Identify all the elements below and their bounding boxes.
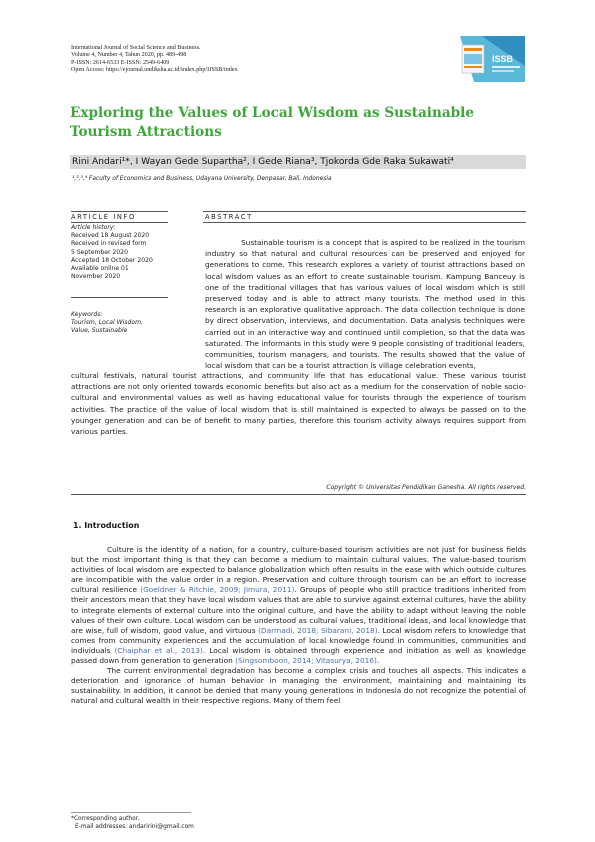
intro-text: . Local wisdom is obtained through experience and initiation as well as knowledge passed down from generation to generation <box>71 645 526 666</box>
article-history <box>71 224 153 281</box>
intro-text: . Local wisdom refers to knowledge that comes from community experiences and the accumulation of local knowledge found in communities, communities and individuals <box>71 625 526 655</box>
history-label: Article history: <box>71 224 116 231</box>
history-line: Available online 01 <box>71 265 129 273</box>
footnote-rule <box>71 812 191 813</box>
journal-issn: P-ISSN: 2614-6533 E-ISSN: 2549-6409 <box>71 59 170 66</box>
keywords <box>71 311 143 336</box>
journal-name: International Journal of Social Science and Business. <box>71 45 201 51</box>
abstract-heading: ABSTRACT <box>205 213 253 221</box>
affiliation: ¹,²,³,⁴ Faculty of Economics and Business, Udayana University, Denpasar, Bali, Indonesia <box>72 176 332 182</box>
abstract-rule-bottom <box>71 494 526 495</box>
journal-header <box>71 45 238 75</box>
intro-paragraph: The current environmental degradation has become a complex crisis and touches all aspects. This indicates a deterioration and ignorance of human behavior in managing the environment, maintaining and maintaining its sustainability. In addition, it cannot be denied that many young generations in Indonesia do not recognize the potential of natural and cultural wealth in their respective regions. Many of them feel <box>71 666 526 706</box>
history-line: November 2020 <box>71 273 121 281</box>
article-info-heading: ARTICLE INFO <box>71 213 136 221</box>
citation-link[interactable]: (Chaiphar et al., 2013) <box>114 645 203 655</box>
abstract-rule-top <box>203 211 526 212</box>
copyright-notice: Copyright © Universitas Pendidikan Ganesha. All rights reserved. <box>326 484 526 491</box>
keywords-line: Tourism, Local Wisdom, <box>71 319 143 327</box>
logo-text: ISSB <box>492 54 514 64</box>
history-line: Received in revised form <box>71 240 147 248</box>
journal-volume: Volume 4, Number 4, Tahun 2020, pp. 489-498 <box>71 52 187 59</box>
article-info-rule-top <box>71 211 168 212</box>
journal-access-link[interactable]: Open Access: https://ejournal.undiksha.ac.id/index.php/IJSSB/index <box>71 67 238 74</box>
intro-text: Culture is the identity of a nation, for a country, culture-based tourism activities are not just for business fields but the most important thing is that they can become a medium to maintain cultural values. The value-based tourism activities of local wisdom are expected to balance globalization which often results in the ease with which outside cultures are incompatible with the value order in a region. Preservation and culture through tourism can be an effort to increase cultural resilience <box>71 545 526 595</box>
history-line: 5 September 2020 <box>71 248 128 256</box>
keywords-rule <box>71 297 168 298</box>
introduction-body <box>71 545 526 707</box>
citation-link[interactable]: (Darmadi, 2018; Sibarani, 2018) <box>258 625 378 635</box>
article-title: Exploring the Values of Local Wisdom as Sustainable Tourism Attractions <box>70 105 474 140</box>
keywords-line: Value, Sustainable <box>71 327 128 335</box>
intro-text: . <box>376 656 380 666</box>
abstract-rule <box>203 222 526 223</box>
intro-paragraph <box>71 545 526 666</box>
footnote <box>71 815 194 831</box>
abstract-text-part1: Sustainable tourism is a concept that is aspired to be realized in the tourism industry so that natural and cultural resources can be preserved and enjoyed for generations to come. This research explores a variety of tourist attractions based on local wisdom values as an effort to create sustainable tourism. Kampung Banceuy is one of the traditional villages that has various values of local wisdom which is still preserved today and is able to attract many tourists. The method used in this research is an explorative qualitative approach. The data collection technique is done by direct observation, interviews, and documentation. Data analysis techniques were carried out in an interactive way and continued until completion, so that the data was saturated. The informants in this study were 9 people consisting of traditional leaders, communities, tourism managers, and tourists. The results showed that the value of local wisdom that can be a tourist attraction is village celebration events, <box>205 238 525 371</box>
abstract-text-part2: cultural festivals, natural tourist attractions, and community life that has educational value. These various tourist attractions are not only oriented towards economic benefits but also act as a medium for the conservation of noble socio-cultural and environmental values as well as having educational value for tourists through the experience of tourism activities. The practice of the value of local wisdom that is still maintained is expected to always be passed on to the younger generation and can be of benefit to many parties, therefore this tourism activity always requires support from various parties. <box>71 371 526 437</box>
article-info-rule <box>71 222 168 223</box>
keywords-label: Keywords: <box>71 311 103 318</box>
author-list: Rini Andari¹*, I Wayan Gede Supartha², I Gede Riana³, Tjokorda Gde Raka Sukawati⁴ <box>72 156 454 167</box>
section-heading-introduction: 1. Introduction <box>73 521 140 530</box>
intro-text: . Groups of people who still practice traditions inherited from their ancestors mean that they have local wisdom values that are able to survive against external cultures, have the ability to integrate elements of external culture into the original culture, and have the ability to adapt without leaving the noble values of their own culture. Local wisdom can be understood as cultural values, traditional ideas, and local knowledge that are wise, full of wisdom, good value, and virtuous <box>71 585 527 635</box>
citation-link[interactable]: (Singsomboon, 2014; Vitasurya, 2016) <box>235 656 377 666</box>
journal-logo <box>452 36 525 82</box>
corresponding-author: *Corresponding author. <box>71 816 140 822</box>
citation-link[interactable]: (Goeldner & Ritchie, 2009; Jimura, 2011) <box>140 585 295 595</box>
corresponding-email: E-mail addresses: andaririni@gmail.com <box>75 824 194 830</box>
history-line: Accepted 18 October 2020 <box>71 256 153 264</box>
history-line: Received 18 August 2020 <box>71 232 150 240</box>
